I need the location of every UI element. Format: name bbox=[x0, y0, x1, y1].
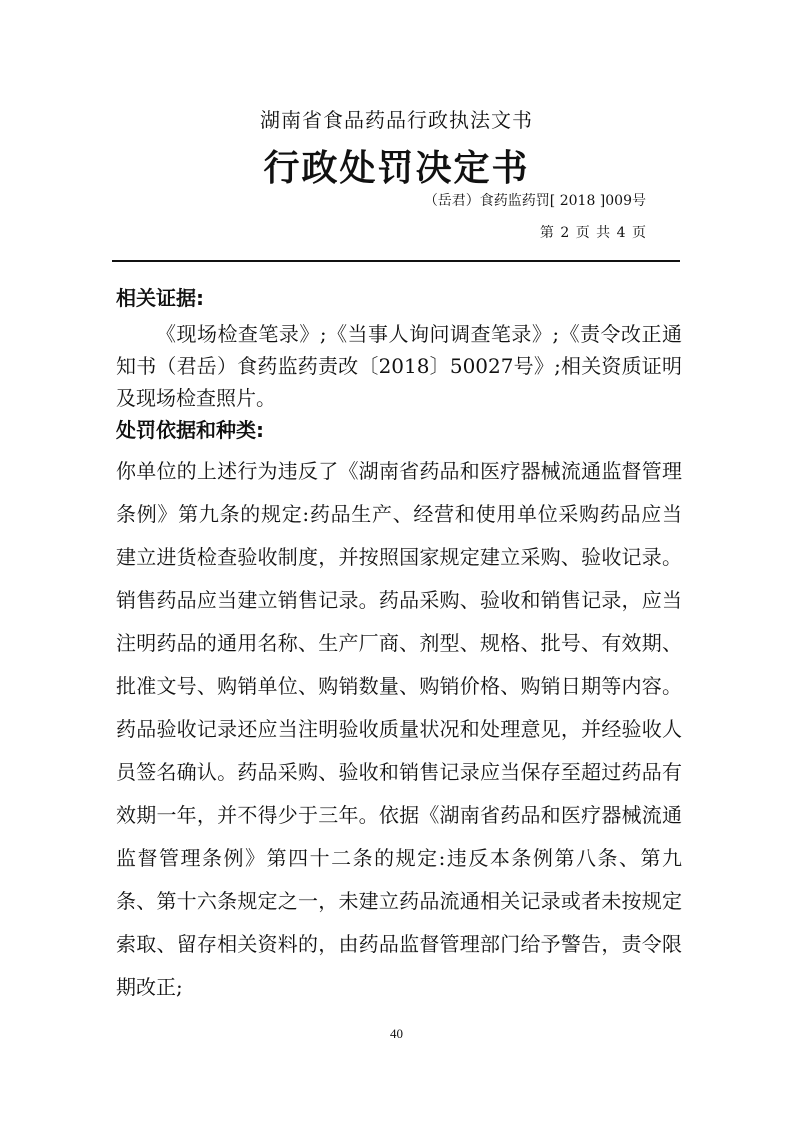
penalty-basis-heading: 处罚依据和种类: bbox=[116, 418, 264, 442]
issuer-heading: 湖南省食品药品行政执法文书 bbox=[260, 108, 533, 132]
penalty-basis-text: 你单位的上述行为违反了《湖南省药品和医疗器械流通监督管理条例》第九条的规定:药品生产、经营和使用单位采购药品应当建立进货检查验收制度，并按照国家规定建立采购、验收记录。销售药品应当建立销售记录。药品采购、验收和销售记录，应当注明药品的通用名称、生产厂商、剂型、规格、批号、有效期、批准文号、购销单位、购销数量、购销价格、购销日期等内容。药品验收记录还应当注明验收质量状况和处理意见，并经验收人员签名确认。药品采购、验收和销售记录应当保存至超过药品有效期一年，并不得少于三年。依据《湖南省药品和医疗器械流通监督管理条例》第四十二条的规定:违反本条例第八条、第九条、第十六条规定之一，未建立药品流通相关记录或者未按规定索取、留存相关资料的，由药品监督管理部门给予警告，责令限期改正; bbox=[116, 459, 682, 999]
document-number: （岳君）食药监药罚[ 2018 ]009号 bbox=[423, 193, 646, 209]
evidence-section bbox=[116, 282, 682, 414]
document-title: 行政处罚决定书 bbox=[263, 147, 530, 189]
evidence-text: 《现场检查笔录》;《当事人询问调查笔录》;《责令改正通知书（君岳）食药监药责改〔2018〕50027号》;相关资质证明及现场检查照片。 bbox=[116, 322, 682, 410]
document-body bbox=[116, 282, 682, 1009]
page-number: 40 bbox=[390, 1026, 403, 1041]
evidence-heading: 相关证据: bbox=[116, 286, 204, 310]
page-count: 第 2 页 共 4 页 bbox=[539, 225, 646, 241]
penalty-basis-section bbox=[116, 414, 682, 1009]
header-divider bbox=[112, 260, 680, 262]
